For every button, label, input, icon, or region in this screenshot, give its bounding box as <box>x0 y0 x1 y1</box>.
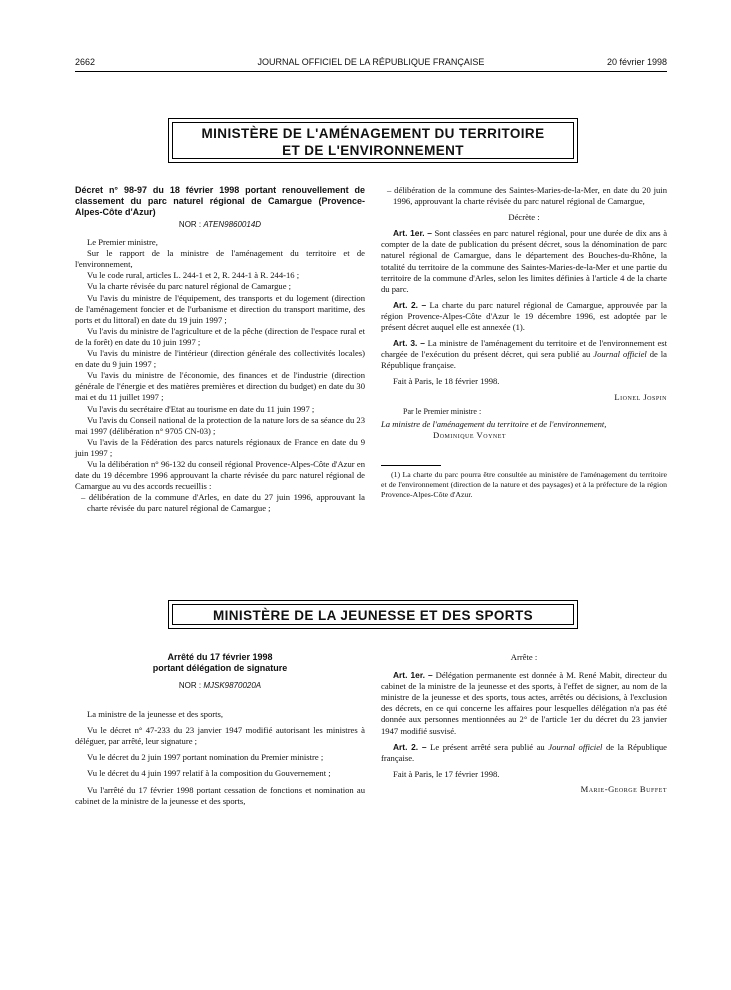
ministry-heading-youth-sports <box>168 600 578 629</box>
nor-code: ATEN9860014D <box>203 220 262 229</box>
arrete-left-column <box>75 652 365 807</box>
by-prime-minister: Par le Premier ministre : <box>403 406 482 416</box>
article-label: Art. 2. – <box>393 741 427 752</box>
ministry-heading-environment <box>168 118 578 163</box>
decree-title: Décret n° 98-97 du 18 février 1998 portant renouvellement de classement du parc naturel régional de Camargue (Provence-Alpes-Côte d'Azur) <box>75 185 365 217</box>
journal-name: Journal officiel <box>548 741 603 752</box>
article-text: Sont classées en parc naturel régional, pour une durée de dix ans à compter de la date de publication du présent décret, sous la dénomination de parc naturel régional de Camargue, dans le département des Bouches-du-Rhône, la totalité du territoire de la commune des Saintes-Maries-de-la-Mer et une partie du territoire de la commune d'Arles, selon les limites définies à l'article 4 de la charte du parc. <box>381 228 668 294</box>
arrete-title-line-1: Arrêté du 17 février 1998 <box>167 652 273 662</box>
nor-label: NOR : <box>178 220 202 229</box>
journal-name: Journal officiel <box>593 349 647 360</box>
visa: Vu l'avis du Conseil national de la protection de la nature lors de sa séance du 23 mai 1997 (délibération n° 9705 CN-03) ; <box>75 414 365 436</box>
arrete-heading: Arrête : <box>510 652 538 662</box>
deliberation-item: – délibération de la commune des Saintes-Maries-de-la-Mer, en date du 20 juin 1996, approuvant la charte révisée du parc naturel régional de Camargue, <box>387 185 667 207</box>
visa: Vu l'avis du ministre de l'intérieur (direction générale des collectivités locales) en date du 9 juin 1997 ; <box>75 348 365 370</box>
decree-left-column <box>75 185 365 514</box>
article-text: La ministre de l'aménagement du territoire et de l'environnement est chargée de l'exécution du présent décret, qui sera publié au <box>381 338 667 360</box>
article-label: Art. 3. – <box>393 338 425 349</box>
signatory: Lionel Jospin <box>614 391 667 402</box>
journal-title: JOURNAL OFFICIEL DE LA RÉPUBLIQUE FRANÇAISE <box>257 57 485 67</box>
visa: Vu l'avis de la Fédération des parcs naturels régionaux de France en date du 9 juin 1997 ; <box>75 436 365 458</box>
signatory: Marie-George Buffet <box>580 783 667 794</box>
visa: Vu l'avis du ministre de l'économie, des finances et de l'industrie (direction générale de l'énergie et des matières premières et direction du budget) en date du 30 mai et du 11 juillet 1997 ; <box>75 370 365 403</box>
header-rule <box>75 71 667 72</box>
arrete-intro: La ministre de la jeunesse et des sports, <box>87 709 224 720</box>
visa: Vu le décret du 4 juin 1997 relatif à la composition du Gouvernement ; <box>87 768 331 779</box>
article-text: La charte du parc naturel régional de Camargue, approuvée par la région Provence-Alpes-Côte d'Azur le 19 décembre 1996, est adoptée par le présent décret auquel elle est annexée (1). <box>381 299 667 333</box>
article-label: Art. 1er. – <box>393 670 433 681</box>
decree-intro: Le Premier ministre, <box>87 237 158 248</box>
decrete-heading: Décrète : <box>508 212 540 223</box>
visa: Vu l'avis du ministre de l'agriculture et de la pêche (direction de l'espace rural et de la forêt) en date du 10 juin 1997 ; <box>75 325 365 347</box>
article-label: Art. 1er. – <box>393 228 432 239</box>
article-2 <box>381 300 667 333</box>
ministry-line-1: MINISTÈRE DE L'AMÉNAGEMENT DU TERRITOIRE <box>201 126 545 141</box>
decree-nor <box>75 219 365 230</box>
article-text-end: de la République française. <box>381 741 667 763</box>
visa: Vu le code rural, articles L. 244-1 et 2, R. 244-1 à R. 244-16 ; <box>87 270 300 281</box>
nor-code: MJSK9870020A <box>203 681 262 690</box>
visa: Sur le rapport de la ministre de l'aménagement du territoire et de l'environnement, <box>75 248 365 270</box>
visa: Vu le décret du 2 juin 1997 portant nomination du Premier ministre ; <box>87 752 324 763</box>
arrete-nor <box>75 680 365 691</box>
footnote-rule <box>381 465 441 466</box>
visa: Vu l'avis du ministre de l'équipement, des transports et du logement (direction de l'aménagement foncier et de l'urbanisme et direction du transport maritime, des ports et du littoral) en date du 19 juin 1997 ; <box>75 292 365 325</box>
visa: Vu le décret n° 47-233 du 23 janvier 1947 modifié autorisant les ministres à déléguer, par arrêté, leur signature ; <box>75 725 365 747</box>
article-label: Art. 2. – <box>393 299 427 310</box>
page-number: 2662 <box>75 57 96 67</box>
minister-title: La ministre de l'aménagement du territoire et de l'environnement, <box>381 418 607 429</box>
article-text-end: de la République française. <box>381 349 667 371</box>
minister-name: Dominique Voynet <box>433 429 507 440</box>
article-text: Le présent arrêté sera publié au <box>430 741 549 752</box>
done-at: Fait à Paris, le 18 février 1998. <box>393 376 500 387</box>
visa: Vu la délibération n° 96-132 du conseil régional Provence-Alpes-Côte d'Azur en date du 19 décembre 1996 approuvant la charte révisée du parc naturel régional de Camargue au vu des accords recueillis : <box>75 458 365 492</box>
article-3 <box>381 338 667 371</box>
arrete-right-column <box>381 652 667 795</box>
visa: Vu l'arrêté du 17 février 1998 portant cessation de fonctions et nomination au cabinet de la ministre de la jeunesse et des sports, <box>75 784 365 806</box>
article-1 <box>381 228 667 295</box>
running-header <box>75 57 667 71</box>
visa: Vu la charte révisée du parc naturel régional de Camargue ; <box>87 281 292 292</box>
done-at: Fait à Paris, le 17 février 1998. <box>393 768 500 779</box>
visa: Vu l'avis du secrétaire d'Etat au tourisme en date du 11 juin 1997 ; <box>87 403 315 414</box>
article-1 <box>381 670 667 737</box>
arrete-title-line-2: portant délégation de signature <box>152 663 288 673</box>
article-text: Délégation permanente est donnée à M. René Mabit, directeur du cabinet de la ministre de la jeunesse et des sports, à l'effet de signer, au nom de la ministre de la jeunesse et des sports, tous actes, arrêtés ou décisions, à l'exclusion des décrets, en ce qui concerne les affaires pour lesquelles délégation n'a pas été donnée aux personnes mentionnées au 2° de l'article 1er du décret du 23 janvier 1947 modifié susvisé. <box>381 670 667 736</box>
decree-right-column <box>381 185 667 500</box>
nor-label: NOR : <box>178 681 202 690</box>
issue-date: 20 février 1998 <box>606 57 667 67</box>
deliberation-item: – délibération de la commune d'Arles, en date du 27 juin 1996, approuvant la charte révisée du parc naturel régional de Camargue ; <box>81 492 365 514</box>
ministry-line: MINISTÈRE DE LA JEUNESSE ET DES SPORTS <box>212 608 533 623</box>
footnote: (1) La charte du parc pourra être consultée au ministère de l'aménagement du territoire et de l'environnement (direction de la nature et des paysages) et à la préfecture de la région Provence-Alpes-Côte d'Azur. <box>381 469 667 499</box>
article-2 <box>381 742 667 764</box>
ministry-line-2: ET DE L'ENVIRONNEMENT <box>282 143 464 158</box>
